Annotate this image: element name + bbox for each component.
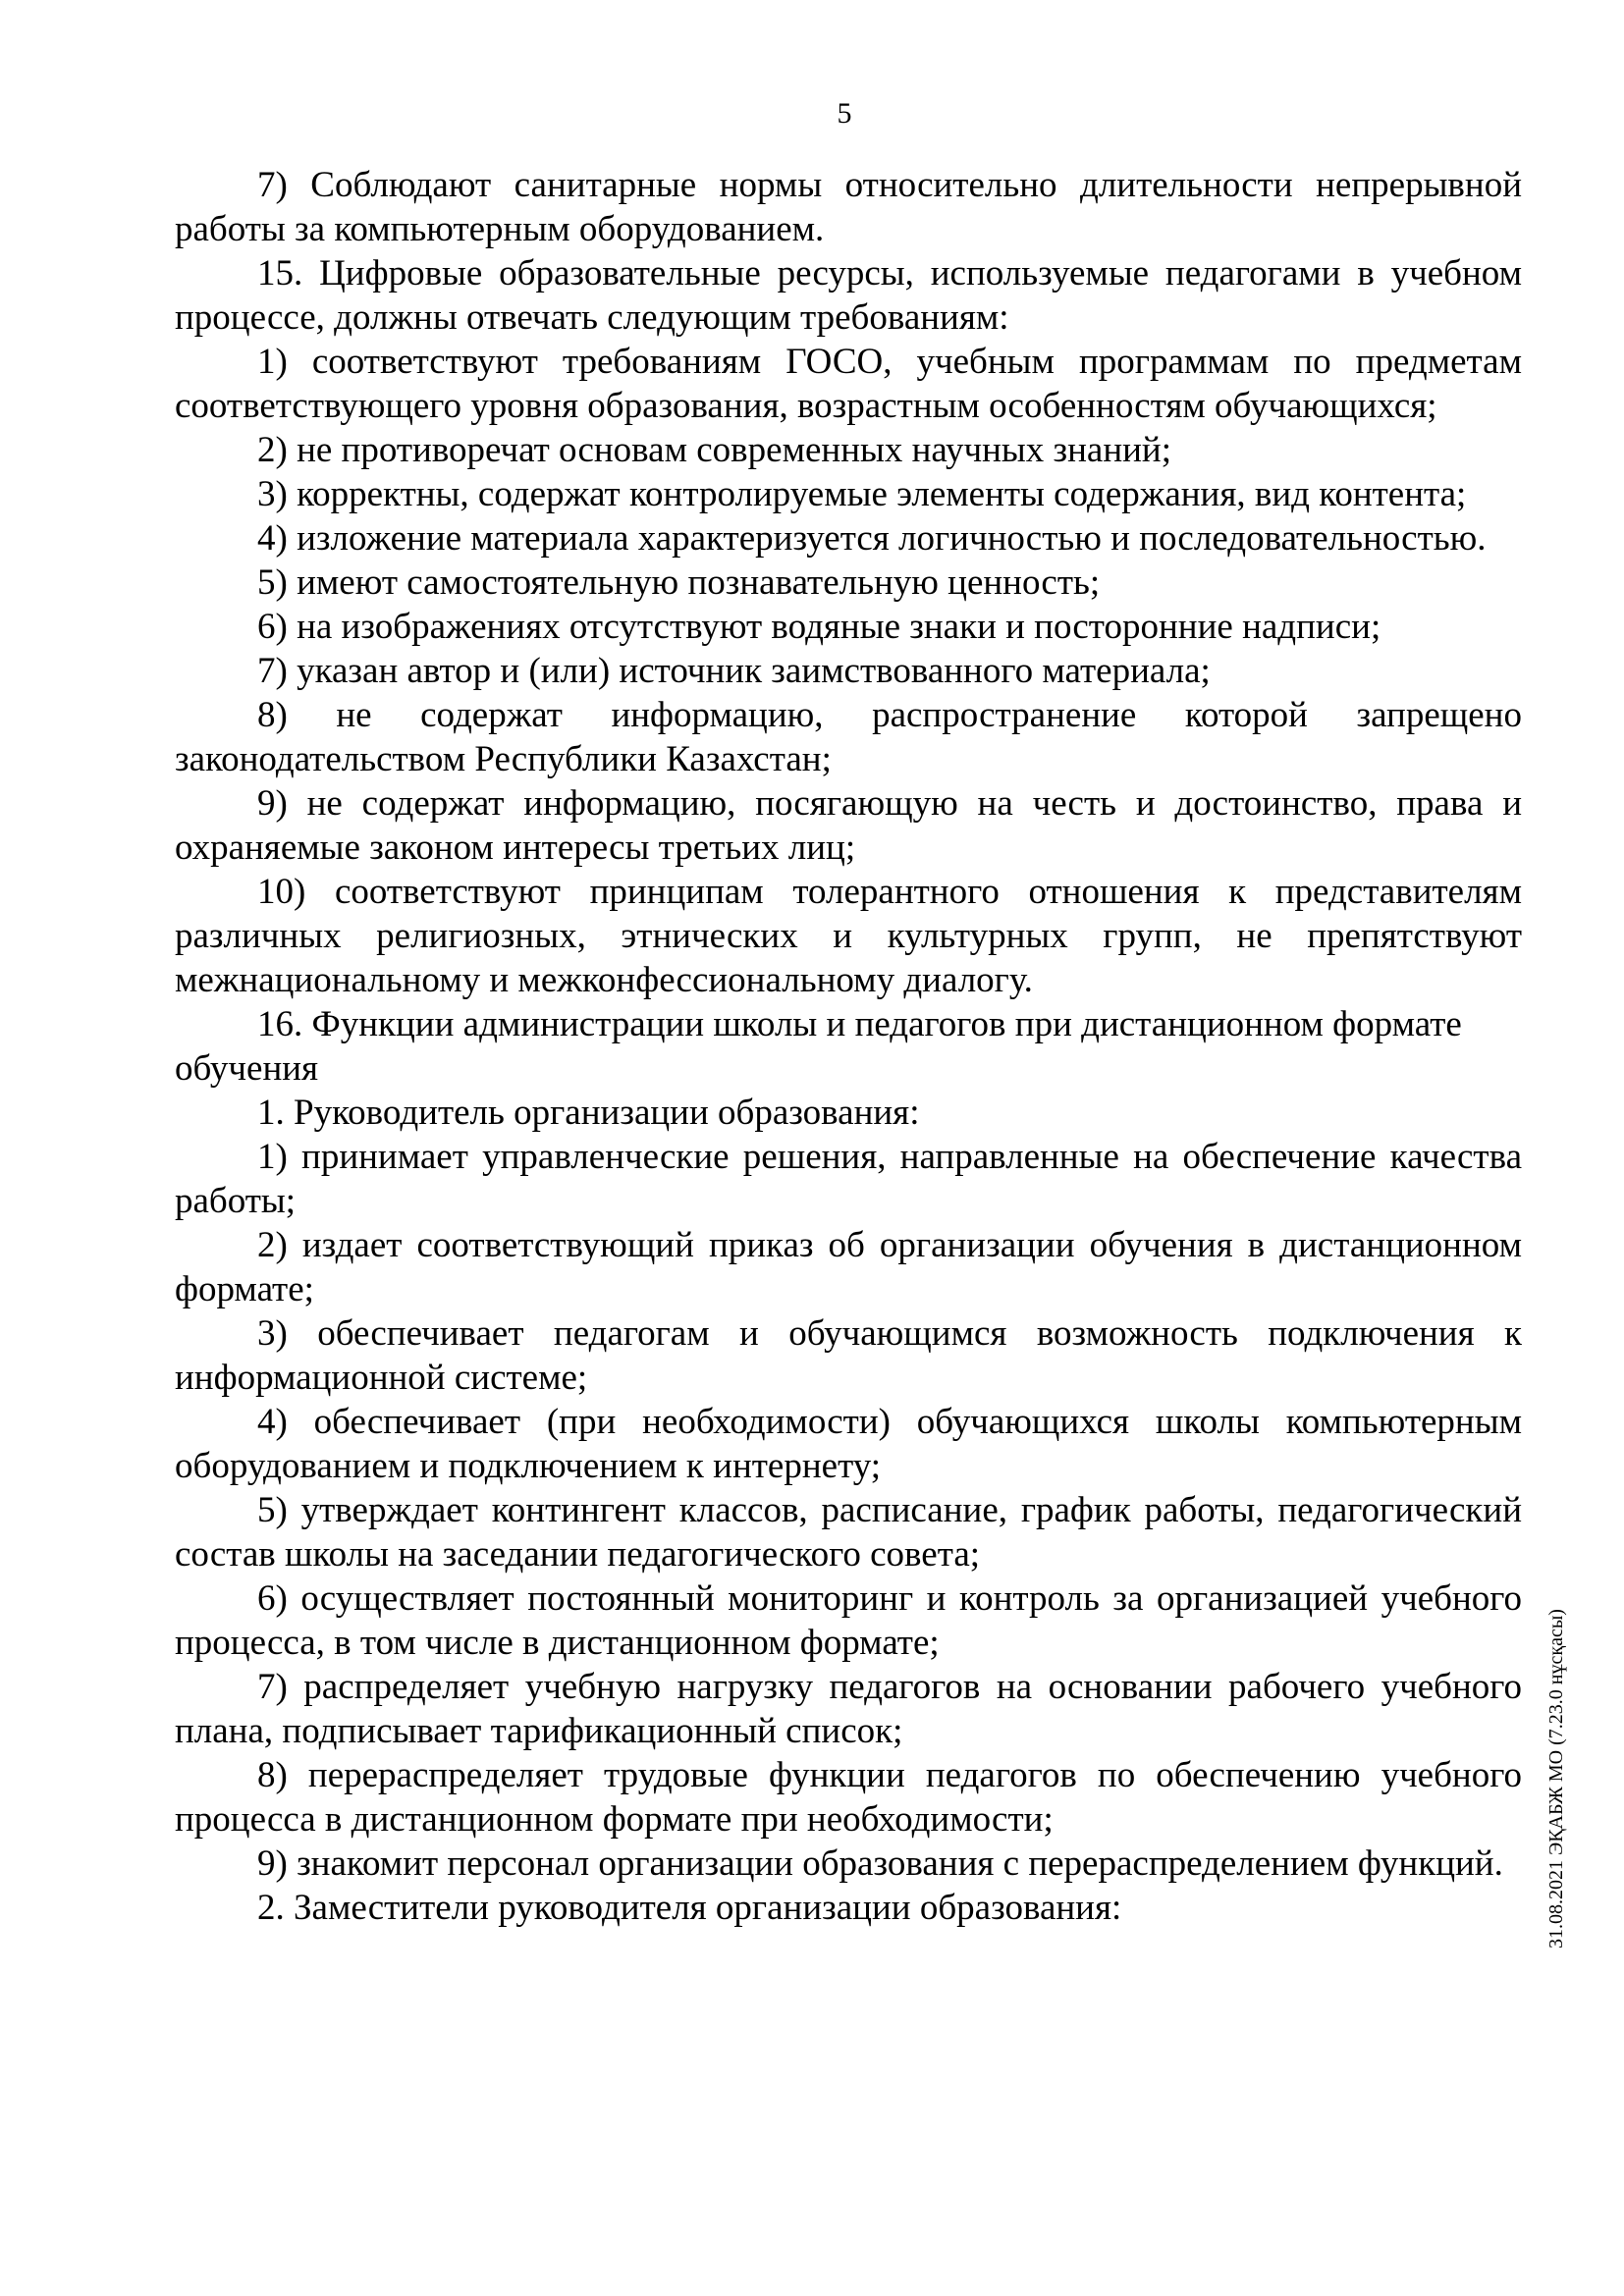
paragraph: 10) соответствуют принципам толерантного отношения к представителям различных религиозных, этнических и культурных групп, не препятствуют межнациональному и межконфессиональному диалогу.	[175, 872, 1522, 1000]
paragraph: 5) утверждает контингент классов, расписание, график работы, педагогический состав школы на заседании педагогического совета;	[175, 1490, 1522, 1575]
section-heading: 16. Функции администрации школы и педагогов при дистанционном формате обучения	[175, 1004, 1462, 1089]
page-number: 5	[837, 97, 852, 130]
paragraph: 4) обеспечивает (при необходимости) обучающихся школы компьютерным оборудованием и подключением к интернету;	[175, 1402, 1522, 1486]
paragraph: 3) обеспечивает педагогам и обучающимся возможность подключения к информационной системе;	[175, 1313, 1522, 1398]
paragraph: 1) принимает управленческие решения, направленные на обеспечение качества работы;	[175, 1137, 1522, 1221]
paragraph: 7) распределяет учебную нагрузку педагогов на основании рабочего учебного плана, подписывает тарификационный список;	[175, 1667, 1522, 1751]
paragraph: 9) знакомит персонал организации образования с перераспределением функций.	[257, 1843, 1503, 1884]
paragraph: 1. Руководитель организации образования:	[257, 1093, 920, 1133]
paragraph: 3) корректны, содержат контролируемые элементы содержания, вид контента;	[257, 474, 1467, 514]
paragraph: 15. Цифровые образовательные ресурсы, используемые педагогами в учебном процессе, должны отвечать следующим требованиям:	[175, 253, 1522, 338]
paragraph: 6) на изображениях отсутствуют водяные знаки и посторонние надписи;	[257, 607, 1381, 647]
paragraph: 4) изложение материала характеризуется логичностью и последовательностью.	[257, 518, 1487, 559]
paragraph: 2) издает соответствующий приказ об организации обучения в дистанционном формате;	[175, 1225, 1522, 1309]
paragraph: 5) имеют самостоятельную познавательную ценность;	[257, 562, 1101, 603]
document-body	[175, 163, 1522, 1930]
paragraph: 1) соответствуют требованиям ГОСО, учебным программам по предметам соответствующего уровня образования, возрастным особенностям обучающихся;	[175, 342, 1522, 426]
paragraph: 8) не содержат информацию, распространение которой запрещено законодательством Республики Казахстан;	[175, 695, 1522, 779]
paragraph: 8) перераспределяет трудовые функции педагогов по обеспечению учебного процесса в дистанционном формате при необходимости;	[175, 1755, 1522, 1840]
side-stamp: 31.08.2021 ЭҚАБЖ МО (7.23.0 нұсқасы)	[1545, 1609, 1567, 1949]
paragraph: 7) указан автор и (или) источник заимствованного материала;	[257, 651, 1211, 691]
paragraph: 2) не противоречат основам современных научных знаний;	[257, 430, 1171, 470]
paragraph: 2. Заместители руководителя организации образования:	[257, 1888, 1122, 1928]
paragraph: 9) не содержат информацию, посягающую на честь и достоинство, права и охраняемые законом интересы третьих лиц;	[175, 783, 1522, 868]
paragraph: 6) осуществляет постоянный мониторинг и контроль за организацией учебного процесса, в том числе в дистанционном формате;	[175, 1578, 1522, 1663]
paragraph: 7) Соблюдают санитарные нормы относительно длительности непрерывной работы за компьютерным оборудованием.	[175, 165, 1522, 249]
